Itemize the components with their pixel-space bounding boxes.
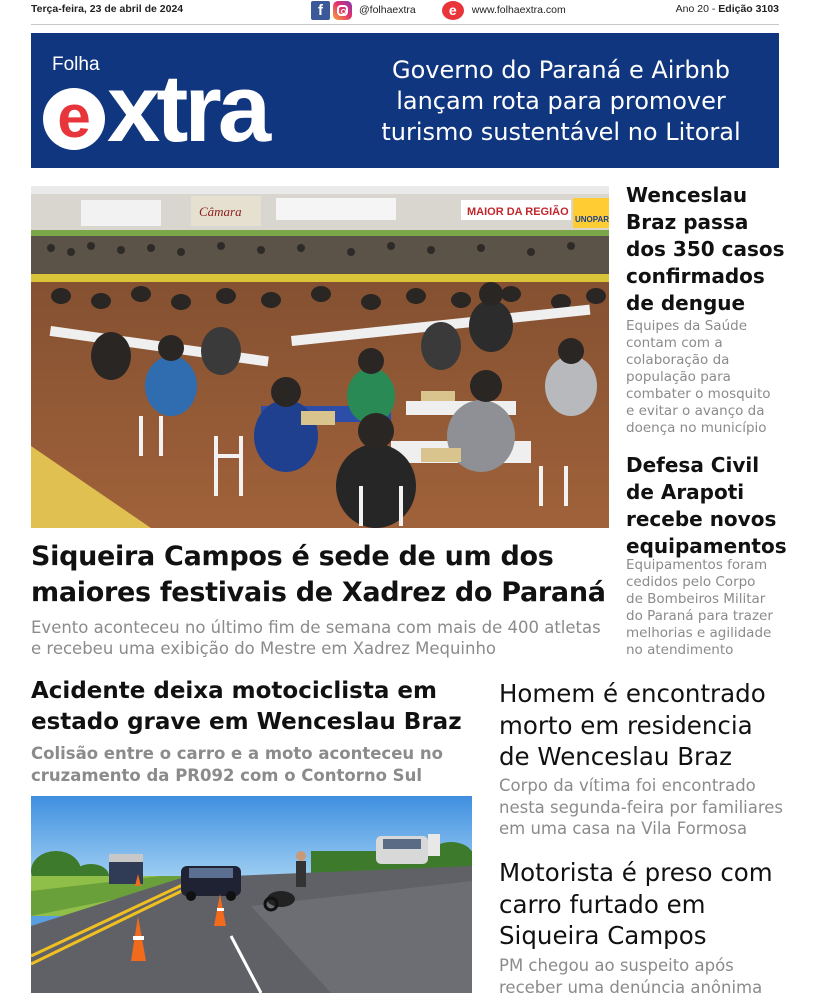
masthead (31, 33, 779, 168)
issue-date: Terça-feira, 23 de abril de 2024 (31, 3, 184, 15)
chess-festival-illustration (31, 186, 609, 528)
brand-folha: Folha (52, 54, 100, 75)
defesa-civil-headline[interactable]: Defesa Civil de Arapoti recebe novos equipamentos (626, 453, 787, 558)
dengue-summary: Equipes da Saúde contam com a colaboração da população para combater o mosquito e evitar o avanço da doença no município (626, 318, 771, 436)
social-links (311, 0, 566, 20)
lead-subhead: Evento aconteceu no último fim de semana com mais de 400 atletas e recebeu uma exibição do Mestre em Xadrez Mequinho (31, 618, 601, 658)
website-link[interactable]: www.folhaextra.com (471, 4, 566, 16)
top-bar (31, 0, 779, 22)
homem-morto-headline[interactable]: Homem é encontrado morto em residencia de Wenceslau Braz (499, 679, 766, 771)
motorista-preso-summary: PM chegou ao suspeito após receber uma denúncia anônima (499, 956, 763, 997)
masthead-headline[interactable]: Governo do Paraná e Airbnb lançam rota para promover turismo sustentável no Litoral (381, 56, 741, 146)
banner-camara: Câmara (199, 204, 242, 219)
homem-morto-summary: Corpo da vítima foi encontrado nesta segunda-feira por familiares em uma casa na Vila Formosa (499, 776, 784, 838)
edition-number: Edição 3103 (718, 3, 779, 15)
accident-headline[interactable]: Acidente deixa motociclista em estado grave em Wenceslau Braz (31, 678, 462, 735)
banner-unopar: UNOPAR (575, 215, 609, 224)
instagram-icon[interactable] (333, 1, 352, 20)
accident-photo[interactable] (31, 796, 472, 993)
brand-logo (43, 49, 267, 169)
lead-headline[interactable]: Siqueira Campos é sede de um dos maiores festivais de Xadrez do Paraná (31, 541, 606, 608)
edition-info (676, 3, 779, 15)
dengue-headline[interactable]: Wenceslau Braz passa dos 350 casos confirmados de dengue (626, 183, 785, 315)
accident-subhead: Colisão entre o carro e a moto aconteceu no cruzamento da PR092 com o Contorno Sul (31, 744, 443, 785)
instagram-handle[interactable]: @folhaextra (359, 4, 416, 16)
top-divider (31, 24, 779, 25)
brand-extra: xtra (107, 55, 268, 162)
defesa-civil-summary: Equipamentos foram cedidos pelo Corpo de Bombeiros Militar do Paraná para trazer melhorias e agilidade no atendimento (626, 557, 773, 658)
folha-extra-logo-icon: e (442, 1, 464, 20)
chess-festival-photo[interactable] (31, 186, 609, 528)
motorista-preso-headline[interactable]: Motorista é preso com carro furtado em Siqueira Campos (499, 858, 773, 950)
brand-e-circle: e (43, 88, 105, 150)
edition-year: Ano 20 - (675, 3, 719, 15)
banner-maior-regiao: MAIOR DA REGIÃO (467, 206, 569, 218)
accident-scene-illustration (31, 796, 472, 993)
facebook-icon[interactable]: f (311, 1, 330, 20)
